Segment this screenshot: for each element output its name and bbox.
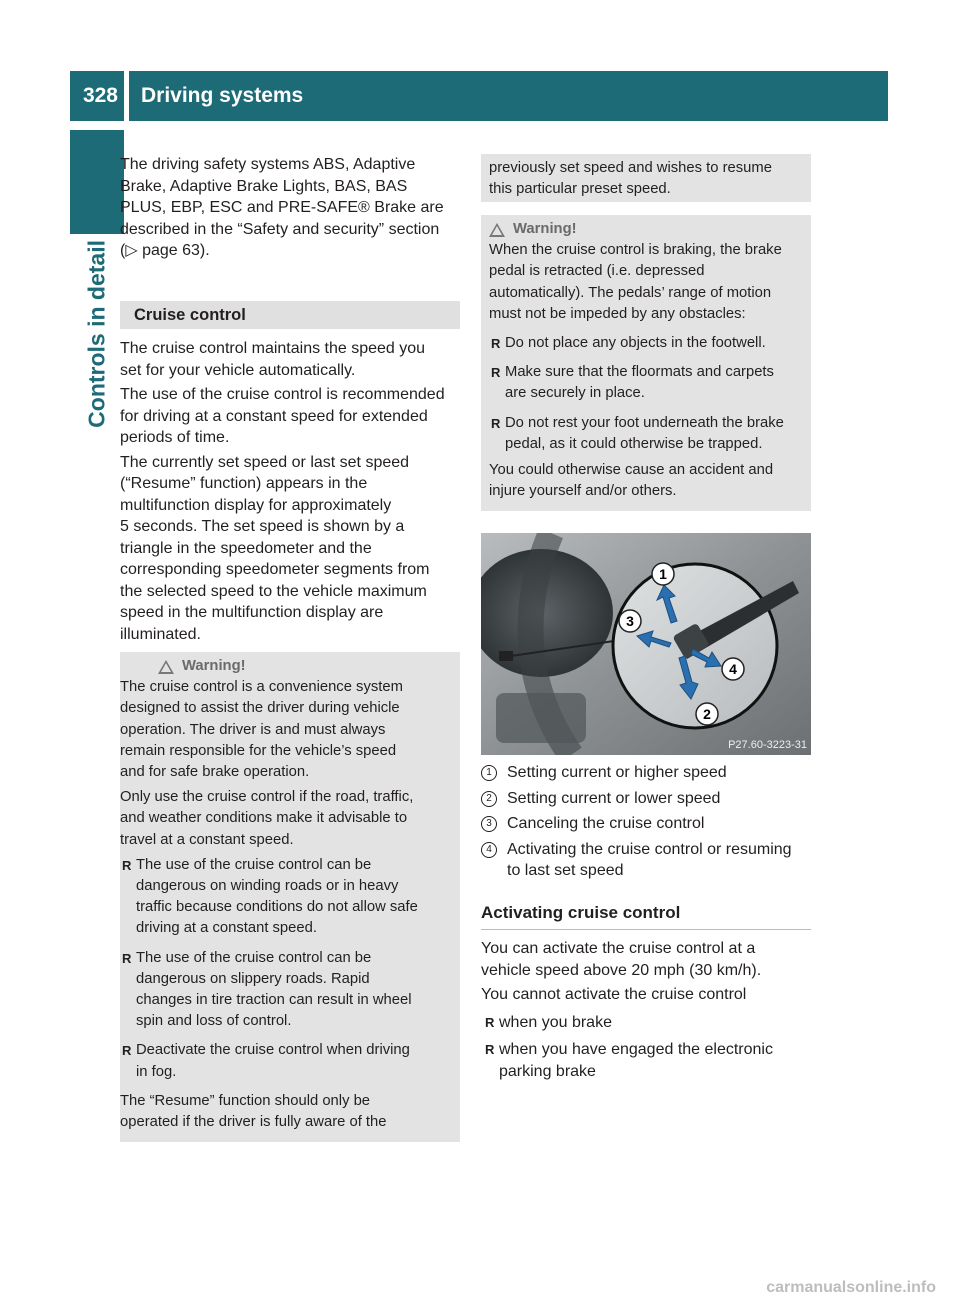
activating-body bbox=[481, 938, 811, 1082]
text-line: dangerous on slippery roads. Rapid bbox=[136, 970, 370, 987]
text-line: You could otherwise cause an accident and bbox=[489, 462, 774, 479]
text-line: set for your vehicle automatically. bbox=[120, 361, 356, 379]
text-line: R Do not rest your foot underneath the brake bbox=[505, 414, 784, 431]
figure-code: P27.60-3223-31 bbox=[728, 739, 807, 751]
caption-item bbox=[481, 788, 811, 810]
text-line: R Do not place any objects in the footwell. bbox=[505, 335, 766, 352]
warning-bullet bbox=[120, 948, 456, 1033]
svg-text:1: 1 bbox=[659, 566, 667, 582]
text-line: operated if the driver is fully aware of the bbox=[120, 1114, 387, 1131]
text-line: PLUS, EBP, ESC and PRE-SAFE® Brake are bbox=[120, 199, 444, 216]
text-line: operation. The driver is and must always bbox=[120, 721, 386, 738]
warning-title-text: Warning! bbox=[182, 658, 246, 674]
text-line: R when you brake bbox=[499, 1013, 612, 1031]
warning-paragraph bbox=[120, 677, 456, 783]
text-line: R Deactivate the cruise control when driving bbox=[136, 1042, 410, 1059]
warning-paragraph bbox=[120, 1091, 456, 1133]
text-line: (“Resume” function) appears in the bbox=[120, 475, 368, 492]
text-line: parking brake bbox=[499, 1062, 596, 1080]
text-line: this particular preset speed. bbox=[489, 181, 671, 198]
bullet-item bbox=[483, 1039, 811, 1082]
warning-title bbox=[489, 219, 807, 240]
paragraph bbox=[120, 384, 460, 449]
text-line: travel at a constant speed. bbox=[120, 831, 294, 848]
caption-item bbox=[481, 762, 811, 784]
text-line: pedal is retracted (i.e. depressed bbox=[489, 263, 705, 280]
text-line: The currently set speed or last set speed bbox=[120, 453, 410, 471]
caption-text: Setting current or higher speed bbox=[507, 764, 727, 781]
warning-title-text: Warning! bbox=[513, 221, 577, 237]
page-number-tab bbox=[70, 71, 124, 121]
text-line: dangerous on winding roads or in heavy bbox=[136, 878, 399, 895]
text-line: R when you have engaged the electronic bbox=[499, 1041, 773, 1058]
figure-illustration bbox=[481, 533, 811, 755]
warning-box-continued bbox=[481, 154, 811, 202]
intro-paragraph bbox=[120, 154, 460, 262]
callout-3 bbox=[619, 610, 641, 632]
warning-paragraph bbox=[120, 787, 456, 851]
text-line: 5 seconds. The set speed is shown by a bbox=[120, 518, 405, 535]
side-tab-label: Controls in detail bbox=[83, 240, 110, 428]
section-heading-cruise-control bbox=[120, 301, 460, 329]
text-line: The cruise control is a convenience system bbox=[120, 679, 403, 696]
section-heading-activating bbox=[481, 903, 811, 930]
warning-triangle-icon bbox=[489, 223, 505, 237]
paragraph bbox=[120, 452, 460, 646]
text-line: and for safe brake operation. bbox=[120, 764, 310, 781]
page-title: Driving systems bbox=[141, 84, 304, 107]
text-line: injure yourself and/or others. bbox=[489, 483, 677, 500]
paragraph bbox=[120, 338, 460, 381]
warning-bullet bbox=[489, 413, 807, 455]
text-line: speed in the multifunction display are bbox=[120, 604, 384, 621]
text-line: must not be impeded by any obstacles: bbox=[489, 305, 746, 322]
caption-text: Setting current or lower speed bbox=[507, 789, 721, 807]
warning-title bbox=[120, 656, 456, 677]
text-line: Brake, Adaptive Brake Lights, BAS, BAS bbox=[120, 177, 408, 195]
text-line: corresponding speedometer segments from bbox=[120, 561, 430, 578]
text-line: You can activate the cruise control at a bbox=[481, 940, 756, 957]
warning-bullet bbox=[489, 362, 807, 404]
text-line: for driving at a constant speed for extended bbox=[120, 407, 428, 425]
warning-box bbox=[120, 652, 460, 1142]
text-line: and weather conditions make it advisable to bbox=[120, 810, 408, 827]
text-line: automatically). The pedals’ range of motion bbox=[489, 284, 772, 301]
text-line: pedal, as it could otherwise be trapped. bbox=[505, 435, 763, 452]
page-number: 328 bbox=[82, 84, 118, 107]
text-line: The use of the cruise control is recommended bbox=[120, 386, 445, 403]
paragraph bbox=[481, 938, 811, 981]
warning-bullet bbox=[489, 333, 807, 354]
text-line: described in the “Safety and security” section bbox=[120, 220, 440, 238]
callout-1 bbox=[652, 563, 674, 585]
steering-wheel-hub bbox=[496, 693, 586, 743]
svg-text:3: 3 bbox=[626, 613, 634, 629]
caption-number: 4 bbox=[481, 842, 497, 858]
text-line: traffic because conditions do not allow safe bbox=[136, 899, 418, 916]
text-line: The driving safety systems ABS, Adaptive bbox=[120, 156, 416, 173]
side-tab-marker bbox=[70, 130, 124, 234]
text-line: the selected speed to the vehicle maximum bbox=[120, 582, 427, 600]
warning-bullet bbox=[120, 1040, 456, 1082]
text-line: The “Resume” function should only be bbox=[120, 1092, 371, 1109]
caption-text: Activating the cruise control or resuming bbox=[507, 840, 792, 858]
caption-item bbox=[481, 839, 811, 882]
callout-4 bbox=[722, 658, 744, 680]
caption-number: 2 bbox=[481, 791, 497, 807]
text-line: previously set speed and wishes to resume bbox=[489, 160, 772, 176]
caption-item bbox=[481, 813, 811, 835]
text-line: spin and loss of control. bbox=[136, 1013, 292, 1030]
figure-captions bbox=[481, 762, 811, 882]
text-line: illuminated. bbox=[120, 625, 201, 643]
svg-text:4: 4 bbox=[729, 661, 737, 677]
text-line: The cruise control maintains the speed you bbox=[120, 340, 426, 357]
text-line: changes in tire traction can result in wheel bbox=[136, 992, 412, 1009]
warning-paragraph bbox=[489, 460, 807, 502]
text-line: R Make sure that the floormats and carpets bbox=[505, 364, 774, 381]
svg-text:2: 2 bbox=[703, 706, 711, 722]
header-bar bbox=[129, 71, 888, 121]
page-reference-link[interactable]: (▷ page 63). bbox=[120, 242, 210, 259]
warning-box bbox=[481, 215, 811, 511]
callout-2 bbox=[696, 703, 718, 725]
caption-number: 1 bbox=[481, 765, 497, 781]
text-line: driving at a constant speed. bbox=[136, 920, 317, 937]
caption-text: to last set speed bbox=[507, 862, 624, 879]
caption-number: 3 bbox=[481, 816, 497, 832]
text-line: triangle in the speedometer and the bbox=[120, 539, 372, 557]
text-line: Only use the cruise control if the road, traffic, bbox=[120, 789, 414, 806]
warning-paragraph bbox=[489, 240, 807, 325]
cruise-body bbox=[120, 338, 460, 645]
text-line: periods of time. bbox=[120, 429, 230, 446]
caption-text: Canceling the cruise control bbox=[507, 815, 705, 832]
side-tab bbox=[70, 240, 124, 560]
text-line: are securely in place. bbox=[505, 385, 645, 402]
text-line: multifunction display for approximately bbox=[120, 496, 392, 514]
warning-bullet bbox=[120, 855, 456, 940]
text-line: in fog. bbox=[136, 1063, 177, 1080]
text-line: When the cruise control is braking, the brake bbox=[489, 242, 782, 259]
text-line: vehicle speed above 20 mph (30 km/h). bbox=[481, 961, 762, 979]
cruise-control-lever-figure bbox=[481, 533, 811, 755]
warning-triangle-icon bbox=[158, 660, 174, 674]
lever-stub bbox=[499, 651, 513, 661]
text-line: designed to assist the driver during vehicle bbox=[120, 700, 400, 717]
bullet-item bbox=[483, 1012, 811, 1034]
watermark: carmanualsonline.info bbox=[766, 1279, 936, 1296]
paragraph: You cannot activate the cruise control bbox=[481, 986, 747, 1003]
text-line: R The use of the cruise control can be bbox=[136, 856, 372, 873]
section-heading-text: Cruise control bbox=[134, 306, 246, 324]
text-line: remain responsible for the vehicle’s speed bbox=[120, 742, 397, 759]
text-line: R The use of the cruise control can be bbox=[136, 949, 372, 966]
section-heading-text: Activating cruise control bbox=[481, 903, 681, 922]
